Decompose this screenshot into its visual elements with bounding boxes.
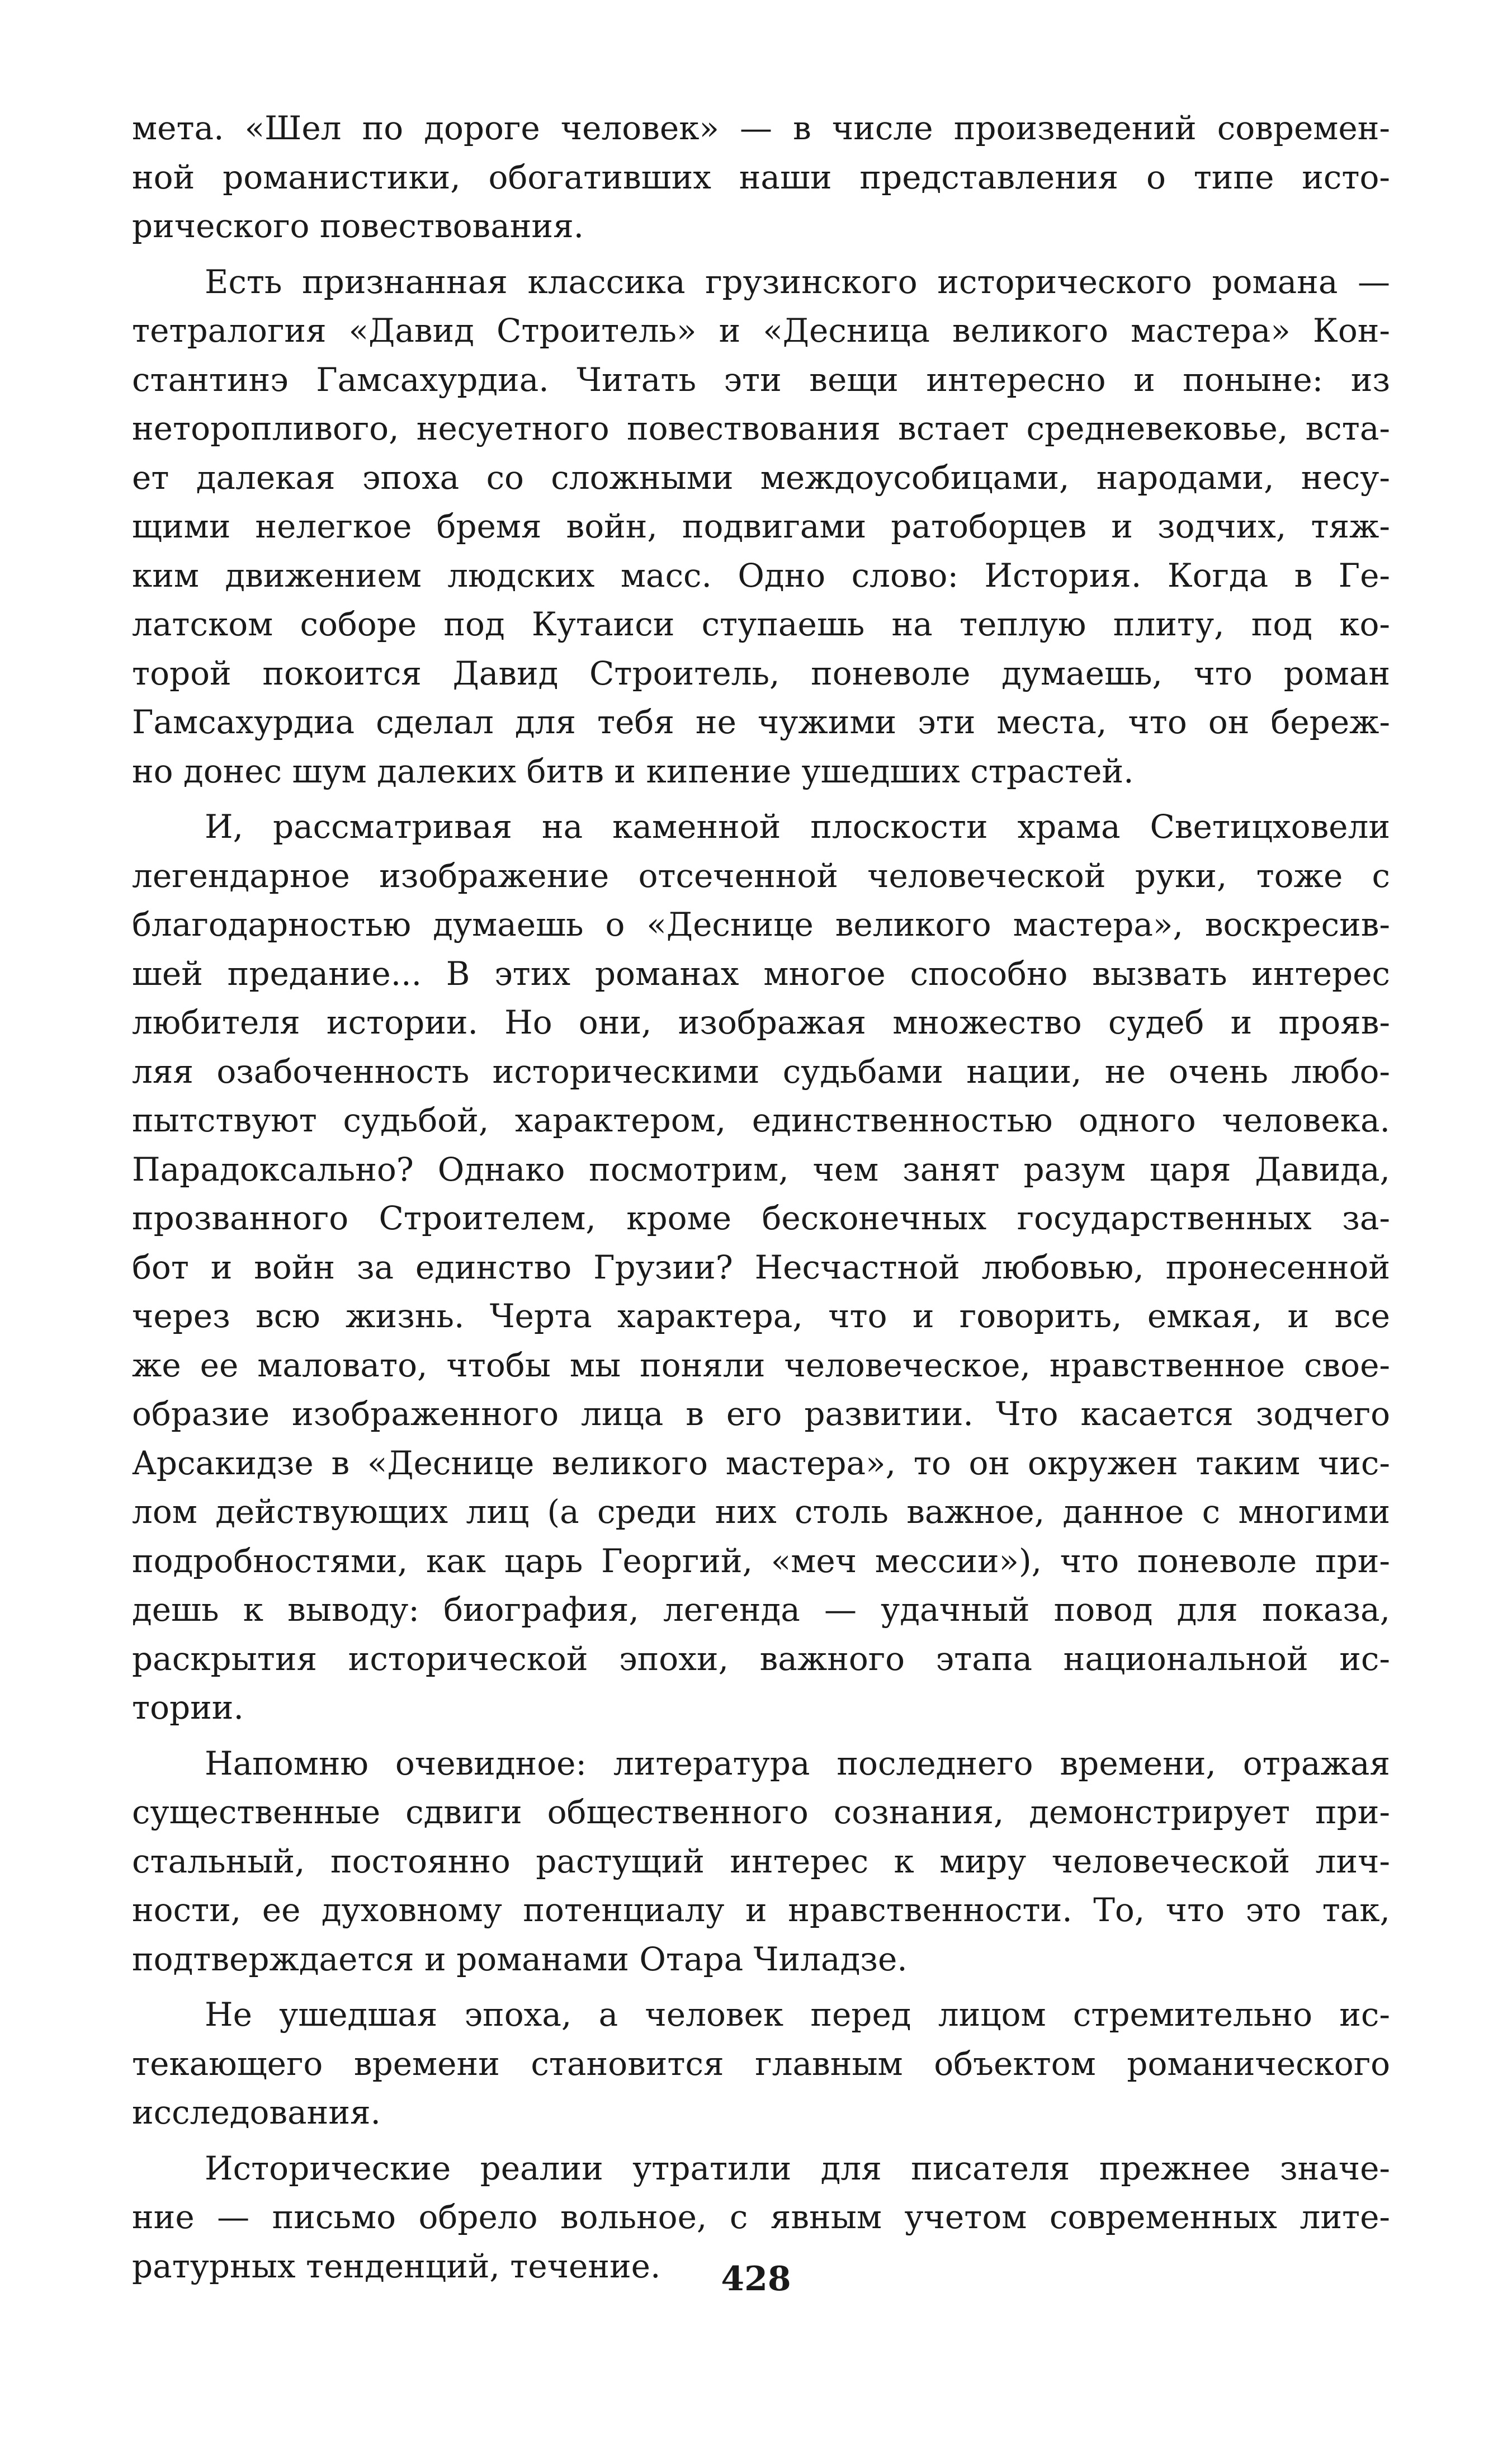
- text-line: ной романистики, обогативших наши представления о типе исто-: [132, 158, 1390, 196]
- text-line: щими нелегкое бремя войн, подвигами ратоборцев и зодчих, тяж-: [132, 507, 1390, 545]
- text-line: ратурных тенденций, течение.: [132, 2247, 661, 2285]
- text-line: ности, ее духовному потенциалу и нравственности. То, что это так,: [132, 1891, 1390, 1929]
- text-line: дешь к выводу: биография, легенда — удачный повод для показа,: [132, 1591, 1390, 1629]
- text-line: легендарное изображение отсеченной человеческой руки, тоже с: [132, 856, 1390, 895]
- text-line: прозванного Строителем, кроме бесконечных государственных за-: [132, 1199, 1390, 1237]
- text-line: раскрытия исторической эпохи, важного этапа национальной ис-: [132, 1639, 1390, 1678]
- text-line: стантинэ Гамсахурдиа. Читать эти вещи интересно и поныне: из: [132, 360, 1390, 399]
- text-line: любителя истории. Но они, изображая множество судеб и прояв-: [132, 1003, 1390, 1041]
- text-line: неторопливого, несуетного повествования встает средневековье, вста-: [132, 409, 1390, 447]
- text-line: текающего времени становится главным объектом романического: [132, 2044, 1390, 2083]
- text-line: Гамсахурдиа сделал для тебя не чужими эти места, что он береж-: [132, 703, 1390, 741]
- text-line: Арсакидзе в «Деснице великого мастера», то он окружен таким чис-: [132, 1444, 1390, 1482]
- text-line: мета. «Шел по дороге человек» — в числе произведений современ-: [132, 109, 1390, 147]
- text-line: пытствуют судьбой, характером, единственностью одного человека.: [132, 1101, 1390, 1139]
- text-line: через всю жизнь. Черта характера, что и говорить, емкая, и все: [132, 1297, 1390, 1335]
- text-line: существенные сдвиги общественного сознания, демонстрирует при-: [132, 1793, 1390, 1831]
- text-line: ляя озабоченность историческими судьбами нации, не очень любо-: [132, 1052, 1390, 1091]
- text-line: рического повествования.: [132, 207, 584, 245]
- body-text: [132, 104, 1390, 2291]
- text-line: шей предание... В этих романах многое способно вызвать интерес: [132, 954, 1390, 993]
- text-line: Есть признанная классика грузинского исторического романа —: [205, 262, 1390, 301]
- text-line: Не ушедшая эпоха, а человек перед лицом стремительно ис-: [205, 1996, 1390, 2034]
- text-line: ким движением людских масс. Одно слово: История. Когда в Ге-: [132, 556, 1390, 595]
- text-line: подробностями, как царь Георгий, «меч мессии»), что поневоле при-: [132, 1541, 1390, 1580]
- text-line: исследования.: [132, 2093, 381, 2131]
- text-line: стальный, постоянно растущий интерес к миру человеческой лич-: [132, 1842, 1390, 1880]
- text-line: же ее маловато, чтобы мы поняли человеческое, нравственное свое-: [132, 1346, 1390, 1384]
- text-line: но донес шум далеких битв и кипение ушедших страстей.: [132, 752, 1134, 790]
- page-number: 428: [721, 2259, 791, 2299]
- text-line: тетралогия «Давид Строитель» и «Десница великого мастера» Кон-: [132, 312, 1390, 350]
- text-line: Парадоксально? Однако посмотрим, чем занят разум царя Давида,: [132, 1150, 1390, 1188]
- text-line: бот и войн за единство Грузии? Несчастной любовью, пронесенной: [132, 1248, 1390, 1286]
- text-line: тории.: [132, 1688, 244, 1726]
- text-line: лом действующих лиц (а среди них столь важное, данное с многими: [132, 1493, 1390, 1531]
- text-line: латском соборе под Кутаиси ступаешь на теплую плиту, под ко-: [132, 605, 1390, 643]
- text-line: благодарностью думаешь о «Деснице великого мастера», воскресив-: [132, 905, 1390, 944]
- text-line: ет далекая эпоха со сложными междоусобицами, народами, несу-: [132, 458, 1390, 497]
- text-line: И, рассматривая на каменной плоскости храма Светицховели: [205, 808, 1390, 846]
- text-line: Напомню очевидное: литература последнего времени, отражая: [205, 1744, 1390, 1782]
- text-line: торой покоится Давид Строитель, поневоле думаешь, что роман: [132, 654, 1390, 692]
- text-line: подтверждается и романами Отара Чиладзе.: [132, 1940, 908, 1978]
- text-line: образие изображенного лица в его развитии. Что касается зодчего: [132, 1395, 1390, 1433]
- text-line: ние — письмо обрело вольное, с явным учетом современных лите-: [132, 2198, 1390, 2236]
- text-line: Исторические реалии утратили для писателя прежнее значе-: [205, 2149, 1390, 2187]
